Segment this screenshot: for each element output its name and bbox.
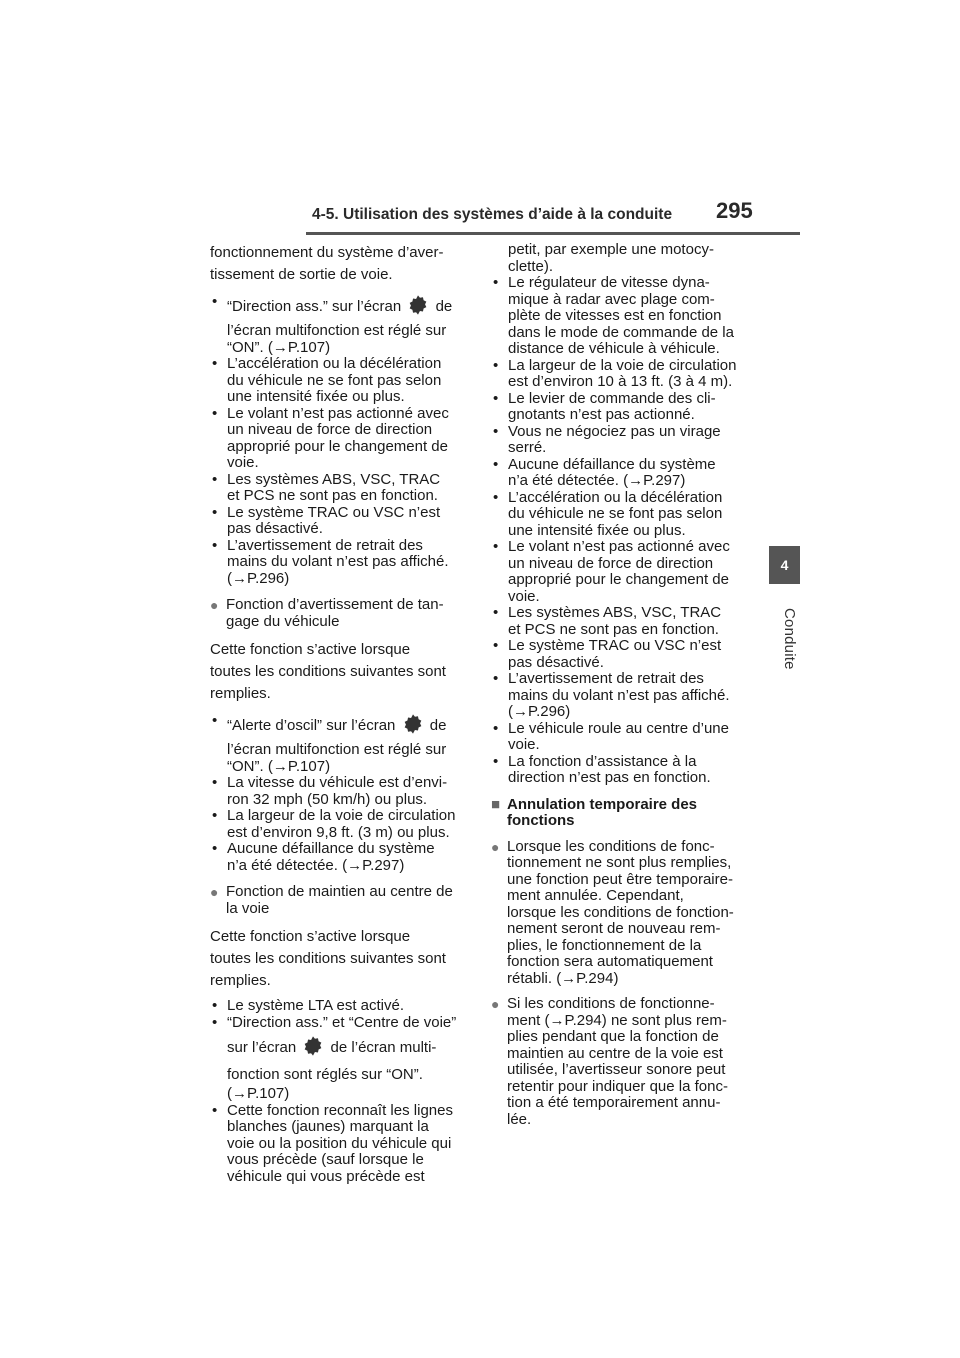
bullet-marker: • [493, 274, 499, 291]
text-line: mique à radar avec plage com- [508, 290, 715, 308]
note-item [491, 839, 757, 988]
list-item [491, 424, 757, 457]
text-line: L’avertissement de retrait des [227, 536, 423, 554]
text-line: clette). [508, 257, 554, 275]
text-line: du véhicule ne se font pas selon [508, 505, 723, 522]
text-line: ment annulée. Cependant, [507, 887, 684, 904]
list-item [210, 356, 472, 406]
text-line: Cette fonction s’active lorsque [210, 641, 411, 658]
text-line: utilisée, l’avertisseur sonore peut [507, 1061, 726, 1078]
text-line: remplies. [210, 972, 271, 989]
list-item [210, 538, 472, 588]
list-item [210, 775, 472, 808]
text-line: et PCS ne sont pas en fonction. [227, 487, 438, 504]
text-line: L’avertissement de retrait des [508, 670, 704, 687]
text-line: “ON”. (→P.107) [227, 757, 331, 775]
text-line: Aucune défaillance du système [508, 455, 716, 473]
text-line: Les systèmes ABS, VSC, TRAC [227, 470, 441, 488]
list-item [491, 638, 757, 671]
bullet-marker: • [493, 637, 499, 654]
text-line: “ON”. (→P.107) [227, 338, 331, 356]
text-line: Cette fonction reconnaît les lignes [227, 1101, 453, 1119]
text-line: fonctions [507, 812, 575, 829]
text-line: lée. [507, 1110, 532, 1128]
text-line: voie. [508, 587, 540, 605]
text-line: rétabli. (→P.294) [507, 969, 619, 987]
text-line: et PCS ne sont pas en fonction. [508, 620, 719, 638]
text-line: pas désactivé. [227, 520, 323, 537]
chapter-tab: 4 [769, 546, 800, 584]
text-line: La fonction d’assistance à la [508, 752, 697, 770]
text-line: blanches (jaunes) marquant la [227, 1118, 429, 1135]
list-item [491, 391, 757, 424]
subsection-heading [210, 884, 472, 917]
text-line: vous précède (sauf lorsque le [227, 1151, 424, 1168]
bullet-marker: • [493, 488, 499, 506]
text-line: de [435, 298, 453, 315]
list-item [210, 1015, 472, 1103]
text-line: ment (→P.294) ne sont plus rem- [507, 1011, 727, 1029]
section-heading [491, 797, 757, 830]
text-line: Vous ne négociez pas un virage [508, 422, 721, 440]
text-line: La largeur de la voie de circulation [227, 807, 456, 824]
text-line: Les systèmes ABS, VSC, TRAC [508, 604, 722, 621]
bullet-marker: • [493, 538, 499, 555]
text-line: mains du volant n’est pas affiché. [508, 686, 730, 704]
text-line: nement seront de nouveau rem- [507, 920, 721, 937]
text-line: plies pendant que la fonction de [507, 1028, 719, 1045]
text-line: maintien au centre de la voie est [507, 1044, 723, 1062]
text-line: petit, par exemple une motocy- [508, 241, 714, 258]
text-line: n’a été détectée. (→P.297) [227, 856, 405, 874]
list-item-continued [491, 242, 757, 275]
text-line: mains du volant n’est pas affiché. [227, 553, 449, 570]
text-line: L’accélération ou la décélération [227, 355, 442, 372]
text-line: (→P.107) [227, 1085, 290, 1102]
text-line: serré. [508, 439, 547, 456]
text-line: fonction sera automatiquement [507, 953, 713, 970]
text-line: l’écran multifonction est réglé sur [227, 322, 447, 339]
text-line: l’écran multifonction est réglé sur [227, 741, 447, 758]
text-line: “Direction ass.” sur l’écran [227, 298, 402, 315]
text-line: (→P.296) [508, 703, 571, 720]
gear-icon [407, 294, 429, 323]
gear-icon [302, 1035, 324, 1064]
bullet-marker: • [212, 997, 218, 1014]
text-line: du véhicule ne se font pas selon [227, 371, 442, 389]
text-line: plète de vitesses est en fonction [508, 307, 722, 324]
header-title: 4-5. Utilisation des systèmes d’aide à la conduite [312, 206, 673, 223]
text-line: Fonction d’avertissement de tan- [226, 596, 444, 613]
bullet-marker: • [212, 712, 218, 729]
text-line: de l’écran multi- [330, 1039, 437, 1056]
list-item [210, 1103, 472, 1186]
bullet-list [210, 998, 472, 1185]
text-line: tion a été temporairement annu- [507, 1094, 721, 1111]
bullet-marker: • [493, 455, 499, 473]
list-item [491, 457, 757, 490]
text-line: véhicule qui vous précède est [227, 1167, 425, 1185]
bullet-marker: • [493, 604, 499, 621]
bullet-marker: • [212, 355, 218, 372]
text-line: Si les conditions de fonctionne- [507, 995, 715, 1012]
bullet-marker: • [493, 422, 499, 440]
text-line: Fonction de maintien au centre de [226, 883, 453, 900]
sub-bullet-marker: ● [491, 996, 500, 1012]
bullet-marker: • [493, 670, 499, 687]
text-line: remplies. [210, 685, 271, 702]
page-number: 295 [716, 198, 753, 223]
text-line: Lorsque les conditions de fonc- [507, 837, 715, 855]
text-line: fonction sont réglés sur “ON”. [227, 1066, 423, 1083]
bullet-marker: • [212, 503, 218, 521]
header-rule [306, 232, 800, 235]
text-line: lorsque les conditions de fonction- [507, 903, 734, 921]
list-item [210, 998, 472, 1015]
list-item [491, 358, 757, 391]
bullet-marker: • [493, 752, 499, 770]
list-item [210, 406, 472, 472]
sub-bullet-marker: ● [210, 884, 219, 900]
text-line: n’a été détectée. (→P.297) [508, 472, 686, 489]
text-line: une intensité fixée ou plus. [508, 521, 686, 539]
bullet-marker: • [212, 840, 218, 857]
bullet-marker: • [212, 293, 218, 310]
text-line: “Alerte d’oscil” sur l’écran [227, 717, 396, 734]
text-line: retentir pour indiquer que la fonc- [507, 1077, 728, 1095]
text-line: fonctionnement du système d’aver- [210, 244, 444, 261]
list-item [491, 490, 757, 540]
text-line: de [429, 717, 447, 734]
text-line: Le système TRAC ou VSC n’est [227, 503, 441, 521]
text-line: voie. [227, 454, 259, 471]
list-item [210, 808, 472, 841]
text-line: Le volant n’est pas actionné avec [227, 404, 449, 422]
text-line: ron 32 mph (50 km/h) ou plus. [227, 790, 428, 808]
bullet-marker: • [212, 1101, 218, 1119]
bullet-marker: • [493, 389, 499, 407]
text-line: La vitesse du véhicule est d’envi- [227, 774, 448, 791]
bullet-marker: • [212, 807, 218, 824]
right-column [491, 242, 757, 1137]
text-line: Cette fonction s’active lorsque [210, 928, 411, 945]
text-line: toutes les conditions suivantes sont [210, 663, 446, 680]
text-line: pas désactivé. [508, 653, 604, 671]
text-line: tissement de sortie de voie. [210, 266, 393, 283]
text-line: la voie [226, 899, 270, 917]
text-line: gage du véhicule [226, 612, 340, 630]
bullet-marker: • [212, 774, 218, 791]
section-side-label: Conduite [781, 608, 798, 670]
gear-icon [402, 713, 424, 742]
text-line: toutes les conditions suivantes sont [210, 950, 446, 967]
text-line: approprié pour le changement de [508, 571, 729, 588]
list-item [491, 605, 757, 638]
text-line: Le régulateur de vitesse dyna- [508, 274, 710, 291]
list-item [491, 275, 757, 358]
bullet-list [210, 713, 472, 874]
paragraph [210, 639, 472, 705]
text-line: Le système LTA est activé. [227, 997, 405, 1014]
paragraph [210, 242, 472, 286]
text-line: tionnement ne sont plus remplies, [507, 854, 732, 871]
bullet-list [491, 242, 757, 787]
text-line: est d’environ 9,8 ft. (3 m) ou plus. [227, 823, 450, 841]
left-column [210, 242, 472, 1195]
paragraph [210, 926, 472, 992]
bullet-marker: • [212, 470, 218, 488]
list-item [491, 671, 757, 721]
text-line: Annulation temporaire des [507, 795, 698, 813]
text-line: direction n’est pas en fonction. [508, 769, 711, 786]
text-line: Le système TRAC ou VSC n’est [508, 637, 722, 654]
list-item [491, 539, 757, 605]
text-line: Le véhicule roule au centre d’une [508, 719, 729, 737]
text-line: Le levier de commande des cli- [508, 389, 716, 407]
text-line: “Direction ass.” et “Centre de voie” [227, 1013, 457, 1031]
text-line: distance de véhicule à véhicule. [508, 340, 720, 357]
bullet-marker: • [493, 356, 499, 374]
text-line: L’accélération ou la décélération [508, 488, 723, 506]
text-line: est d’environ 10 à 13 ft. (3 à 4 m). [508, 373, 733, 390]
text-line: voie ou la position du véhicule qui [227, 1134, 452, 1152]
text-line: un niveau de force de direction [227, 421, 433, 438]
note-item [491, 996, 757, 1128]
list-item [210, 294, 472, 356]
bullet-marker: • [212, 404, 218, 422]
bullet-list [210, 294, 472, 587]
text-line: sur l’écran [227, 1039, 297, 1056]
sub-bullet-marker: ● [210, 597, 219, 613]
text-line: gnotants n’est pas actionné. [508, 406, 695, 423]
heading-marker: ■ [491, 795, 501, 813]
subsection-heading [210, 597, 472, 630]
list-item [210, 505, 472, 538]
text-line: Le volant n’est pas actionné avec [508, 538, 730, 555]
text-line: une fonction peut être temporaire- [507, 870, 733, 888]
text-line: La largeur de la voie de circulation [508, 356, 737, 374]
sub-bullet-marker: ● [491, 838, 500, 855]
bullet-marker: • [212, 536, 218, 554]
text-line: approprié pour le changement de [227, 437, 448, 455]
list-item [210, 841, 472, 874]
text-line: voie. [508, 736, 540, 753]
text-line: dans le mode de commande de la [508, 323, 734, 341]
list-item [491, 721, 757, 754]
text-line: un niveau de force de direction [508, 554, 714, 572]
list-item [491, 754, 757, 787]
list-item [210, 713, 472, 775]
bullet-marker: • [212, 1013, 218, 1031]
text-line: (→P.296) [227, 569, 290, 587]
text-line: Aucune défaillance du système [227, 840, 435, 857]
text-line: plies, le fonctionnement de la [507, 936, 702, 954]
bullet-marker: • [493, 719, 499, 737]
list-item [210, 472, 472, 505]
text-line: une intensité fixée ou plus. [227, 388, 405, 405]
